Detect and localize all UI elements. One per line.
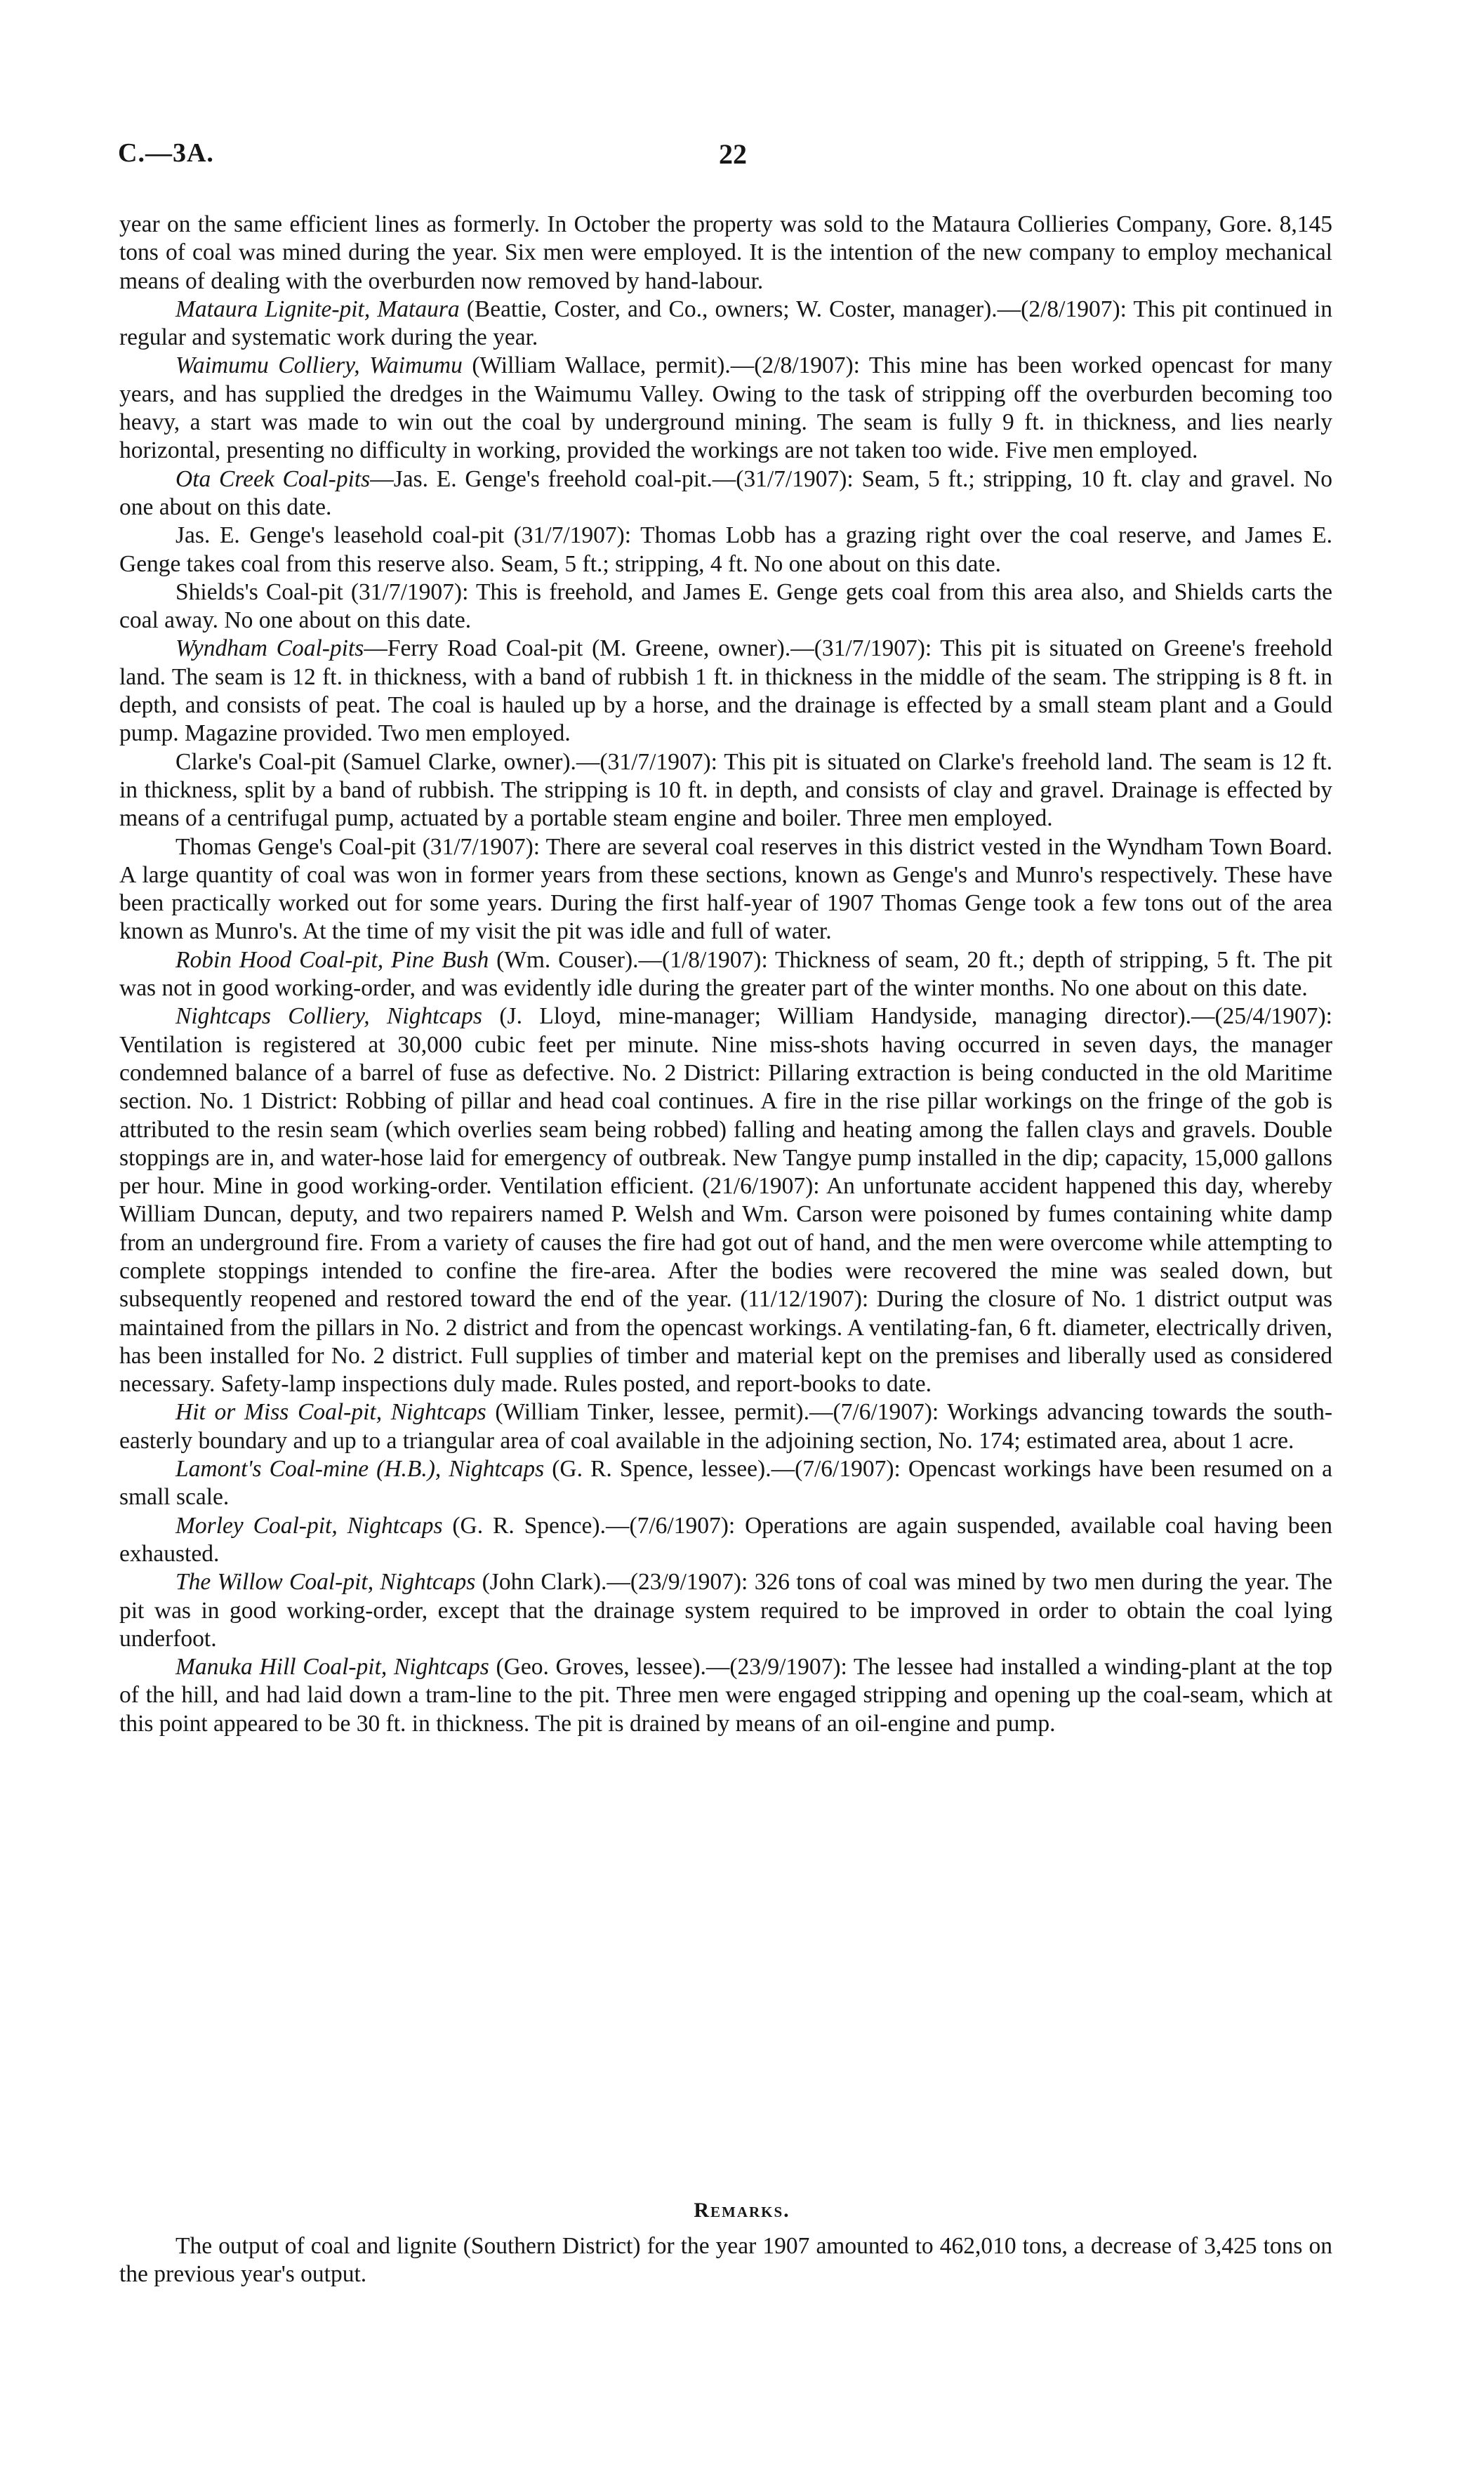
- paragraph-hit-or-miss: [119, 1398, 1332, 1455]
- document-reference: C.—3A.: [118, 138, 214, 168]
- remarks-heading: Remarks.: [694, 2199, 790, 2222]
- page-number: 22: [719, 138, 747, 170]
- paragraph-manuka-hill: [119, 1653, 1332, 1738]
- paragraph-mataura: [119, 296, 1332, 352]
- paragraph-text: (J. Lloyd, mine-manager; William Handyside, managing director).—(25/4/1907): Ventilation is registered at 30,000 cubic feet per minute. Nine miss-shots having occurred in seven days, the manager condemned balance of a barrel of fuse as defective. No. 2 District: Pillaring extraction is being conducted in the old Maritime section. No. 1 District: Robbing of pillar and head coal continues. A fire in the rise pillar workings on the fringe of the gob is attributed to the resin seam (which overlies seam being robbed) falling and heating among the fallen clays and gravels. Double stoppings are in, and water-hose laid for emergency of outbreak. New Tangye pump installed in the dip; capacity, 15,000 gallons per hour. Mine in good working-order. Ventilation efficient. (21/6/1907): An unfortunate accident happened this day, whereby William Duncan, deputy, and two repairers named P. Welsh and Wm. Carson were poisoned by fumes containing white damp from an underground fire. From a variety of causes the fire had got out of hand, and the men were overcome while attempting to complete stoppings intended to confine the fire-area. After the bodies were recovered the mine was sealed down, but subsequently reopened and restored toward the end of the year. (11/12/1907): During the closure of No. 1 district output was maintained from the pillars in No. 2 district and from the opencast workings. A ventilating-fan, 6 ft. diameter, electrically driven, has been installed for No. 2 district. Full supplies of timber and material kept on the premises and liberally used as considered necessary. Safety-lamp inspections duly made. Rules posted, and report-books to date.: [119, 1003, 1332, 1398]
- paragraph-willow: [119, 1568, 1332, 1653]
- paragraph-nightcaps-colliery: [119, 1002, 1332, 1398]
- paragraph-text: —Ferry Road Coal-pit (M. Greene, owner).—(31/7/1907): This pit is situated on Greene's freehold land. The seam is 12 ft. in thickness, with a band of rubbish 1 ft. in thickness in the middle of the seam. The stripping is 8 ft. in depth, and consists of peat. The coal is hauled up by a horse, and the drainage is effected by a small steam plant and a Gould pump. Magazine provided. Two men employed.: [119, 635, 1333, 747]
- mine-name: Mataura Lignite-pit, Mataura: [175, 296, 460, 322]
- paragraph-text: (John Clark).—(23/9/1907): 326 tons of coal was mined by two men during the year. The pit was in good working-order, except that the drainage system required to be improved in order to obtain the coal lying underfoot.: [119, 1569, 1332, 1652]
- mine-name: Lamont's Coal-mine (H.B.), Nightcaps: [175, 1456, 545, 1483]
- paragraph-text: Thomas Genge's Coal-pit (31/7/1907): There are several coal reserves in this district vested in the Wyndham Town Board. A large quantity of coal was won in former years from these sections, known as Genge's and Munro's respectively. These have been practically worked out for some years. During the first half-year of 1907 Thomas Genge took a few tons out of the area known as Munro's. At the time of my visit the pit was idle and full of water.: [119, 833, 1332, 945]
- mine-name: The Willow Coal-pit, Nightcaps: [175, 1569, 476, 1596]
- paragraph-thomas-genge: [119, 833, 1332, 946]
- paragraph-text: Jas. E. Genge's leasehold coal-pit (31/7/1907): Thomas Lobb has a grazing right over the coal reserve, and James E. Genge takes coal from this reserve also. Seam, 5 ft.; stripping, 4 ft. No one about on this date.: [119, 522, 1332, 577]
- mine-name: Nightcaps Colliery, Nightcaps: [175, 1003, 482, 1030]
- paragraph-continuation: [119, 211, 1332, 296]
- mine-name: Ota Creek Coal-pits: [175, 465, 371, 492]
- paragraph-waimumu: [119, 352, 1332, 465]
- paragraph-text: (William Wallace, permit).—(2/8/1907): This mine has been worked opencast for many years, and has supplied the dredges in the Waimumu Valley. Owing to the task of stripping off the overburden becoming too heavy, a start was made to win out the coal by underground mining. The seam is fully 9 ft. in thickness, and lies nearly horizontal, presenting no difficulty in working, provided the workings are not taken too wide. Five men employed.: [119, 352, 1332, 464]
- paragraph-text: (William Tinker, lessee, permit).—(7/6/1907): Workings advancing towards the south-easterly boundary and up to a triangular area of coal available in the adjoining section, No. 174; estimated area, about 1 acre.: [119, 1399, 1332, 1454]
- paragraph-text: Shields's Coal-pit (31/7/1907): This is freehold, and James E. Genge gets coal from this area also, and Shields carts the coal away. No one about on this date.: [119, 578, 1332, 634]
- paragraph-text: (G. R. Spence, lessee).—(7/6/1907): Opencast workings have been resumed on a small scale.: [119, 1456, 1333, 1511]
- paragraph-text: (Wm. Couser).—(1/8/1907): Thickness of seam, 20 ft.; depth of stripping, 5 ft. The pit was not in good working-order, and was evidently idle during the greater part of the winter months. No one about on this date.: [119, 946, 1332, 1002]
- mine-name: Manuka Hill Coal-pit, Nightcaps: [175, 1654, 489, 1681]
- paragraph-shields: [119, 578, 1332, 635]
- mine-name: Wyndham Coal-pits: [175, 635, 364, 662]
- paragraph-lamont: [119, 1455, 1332, 1512]
- remarks-paragraph: The output of coal and lignite (Southern District) for the year 1907 amounted to 462,010 tons, a decrease of 3,425 tons on the previous year's output.: [119, 2233, 1332, 2288]
- paragraph-text: (G. R. Spence).—(7/6/1907): Operations are again suspended, available coal having been exhausted.: [119, 1512, 1332, 1567]
- paragraph-text: (Beattie, Coster, and Co., owners; W. Coster, manager).—(2/8/1907): This pit continued in regular and systematic work during the year.: [119, 296, 1332, 351]
- paragraph-text: Clarke's Coal-pit (Samuel Clarke, owner).—(31/7/1907): This pit is situated on Clarke's freehold land. The seam is 12 ft. in thickness, split by a band of rubbish. The stripping is 10 ft. in depth, and consists of clay and gravel. Drainage is effected by means of a centrifugal pump, actuated by a portable steam engine and boiler. Three men employed.: [119, 748, 1332, 832]
- mine-name: Morley Coal-pit, Nightcaps: [175, 1512, 443, 1539]
- paragraph-text: (Geo. Groves, lessee).—(23/9/1907): The lessee had installed a winding-plant at the top of the hill, and had laid down a tram-line to the pit. Three men were engaged stripping and opening up the coal-seam, which at this point appeared to be 30 ft. in thickness. The pit is drained by means of an oil-engine and pump.: [119, 1654, 1332, 1737]
- paragraph-text: —Jas. E. Genge's freehold coal-pit.—(31/7/1907): Seam, 5 ft.; stripping, 10 ft. clay and gravel. No one about on this date.: [119, 465, 1332, 520]
- paragraph-ota-creek: [119, 465, 1332, 522]
- paragraph-clarke: [119, 748, 1332, 833]
- paragraph-morley: [119, 1512, 1332, 1569]
- report-body: [119, 211, 1332, 1738]
- paragraph-robin-hood: [119, 946, 1332, 1003]
- remarks-section: [119, 2232, 1332, 2289]
- mine-name: Waimumu Colliery, Waimumu: [175, 352, 463, 379]
- paragraph-text: year on the same efficient lines as formerly. In October the property was sold to the Mataura Collieries Company, Gore. 8,145 tons of coal was mined during the year. Six men were employed. It is the intention of the new company to employ mechanical means of dealing with the overburden now removed by hand-labour.: [119, 211, 1332, 294]
- mine-name: Robin Hood Coal-pit, Pine Bush: [175, 946, 489, 973]
- mine-name: Hit or Miss Coal-pit, Nightcaps: [175, 1399, 486, 1426]
- paragraph-genge-leasehold: [119, 522, 1332, 578]
- paragraph-wyndham: [119, 635, 1332, 748]
